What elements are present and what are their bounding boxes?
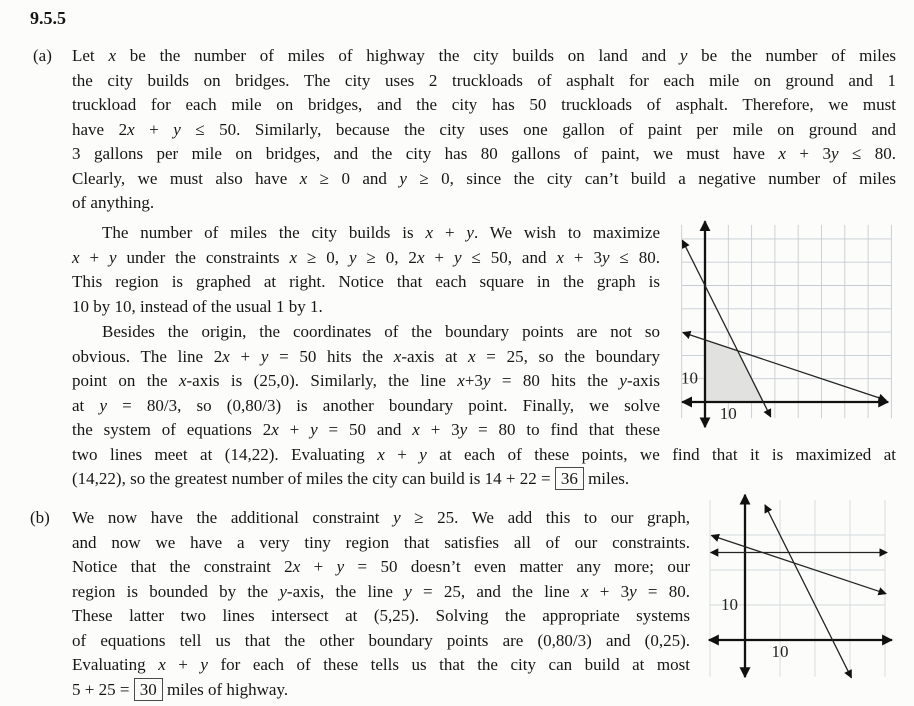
text-line: point on the x-axis is (25,0). Similarly, the line x+3y = 80 hits the y-axis xyxy=(72,371,661,390)
text-line: the system of equations 2x + y = 50 and x + 3y = 80 to find that these xyxy=(72,420,661,439)
text-line: These latter two lines intersect at (5,25). Solving the appropriate systems xyxy=(72,606,690,625)
text-line: 5 + 25 = 30 miles of highway. xyxy=(72,679,289,699)
part-a-paragraph-1 xyxy=(72,44,896,216)
text-line: of anything. xyxy=(72,193,155,212)
text-line: Clearly, we must also have x ≥ 0 and y ≥ 0, since the city can’t build a negative number of miles xyxy=(72,168,897,188)
text-line: x + y under the constraints x ≥ 0, y ≥ 0, 2x + y ≤ 50, and x + 3y ≤ 80. xyxy=(72,247,660,267)
text-line: 10 by 10, instead of the usual 1 by 1. xyxy=(72,296,323,316)
text-line: We now have the additional constraint y ≥ 25. We add this to our graph, xyxy=(72,508,690,527)
boxed-answer: 36 xyxy=(555,467,584,490)
text-line: the city builds on bridges. The city uses 2 truckloads of asphalt for each mile on ground and 1 xyxy=(72,70,896,90)
text-line: Besides the origin, the coordinates of the boundary points are not so xyxy=(102,322,660,341)
text-line: obvious. The line 2x + y = 50 hits the x-axis at x = 25, so the boundary xyxy=(72,346,661,366)
part-b-label: (b) xyxy=(30,508,50,527)
text-line: two lines meet at (14,22). Evaluating x + y at each of these points, we find that it is maximized at xyxy=(72,444,896,464)
axis-tick-label: 10 xyxy=(681,368,699,388)
text-line: truckload for each mile on bridges, and the city has 50 truckloads of asphalt. Therefore, we must xyxy=(72,95,896,114)
part-a-feasible-region-graph xyxy=(660,212,912,430)
axis-tick-label: 10 xyxy=(721,595,738,614)
problem-number: 9.5.5 xyxy=(30,8,66,28)
text-line: at y = 80/3, so (0,80/3) is another boundary point. Finally, we solve xyxy=(72,395,660,415)
text-line: Evaluating x + y for each of these tells us that the city can build at most xyxy=(72,655,690,674)
text-line: and now we have a very tiny region that satisfies all of our constraints. xyxy=(72,532,690,552)
part-a-label: (a) xyxy=(33,46,52,65)
axis-tick-label: 10 xyxy=(771,642,789,661)
constraint-line xyxy=(711,535,886,593)
text-line: region is bounded by the y-axis, the line y = 25, and the line x + 3y = 80. xyxy=(72,581,691,601)
part-a-paragraph-2 xyxy=(72,221,660,319)
text-line: Notice that the constraint 2x + y = 50 doesn’t even matter any more; our xyxy=(72,557,690,576)
text-line: The number of miles the city builds is x + y. We wish to maximize xyxy=(102,223,660,242)
text-line: of equations tell us that the other boundary points are (0,80/3) and (0,25). xyxy=(72,630,690,650)
text-line: Let x be the number of miles of highway the city builds on land and y be the number of miles xyxy=(72,46,896,65)
text-line: This region is graphed at right. Notice that each square in the graph is xyxy=(72,272,660,291)
boxed-answer: 30 xyxy=(134,678,163,701)
text-line: 3 gallons per mile on bridges, and the city has 80 gallons of paint, we must have x + 3y ≤ 80. xyxy=(72,144,896,163)
text-line: have 2x + y ≤ 50. Similarly, because the city uses one gallon of paint per mile on ground and xyxy=(72,119,897,139)
axis-tick-label: 10 xyxy=(719,404,737,423)
text-line: (14,22), so the greatest number of miles the city can build is 14 + 22 = 36 miles. xyxy=(72,469,630,488)
part-b-feasible-region-graph xyxy=(692,494,914,704)
part-b-paragraph xyxy=(72,506,690,702)
